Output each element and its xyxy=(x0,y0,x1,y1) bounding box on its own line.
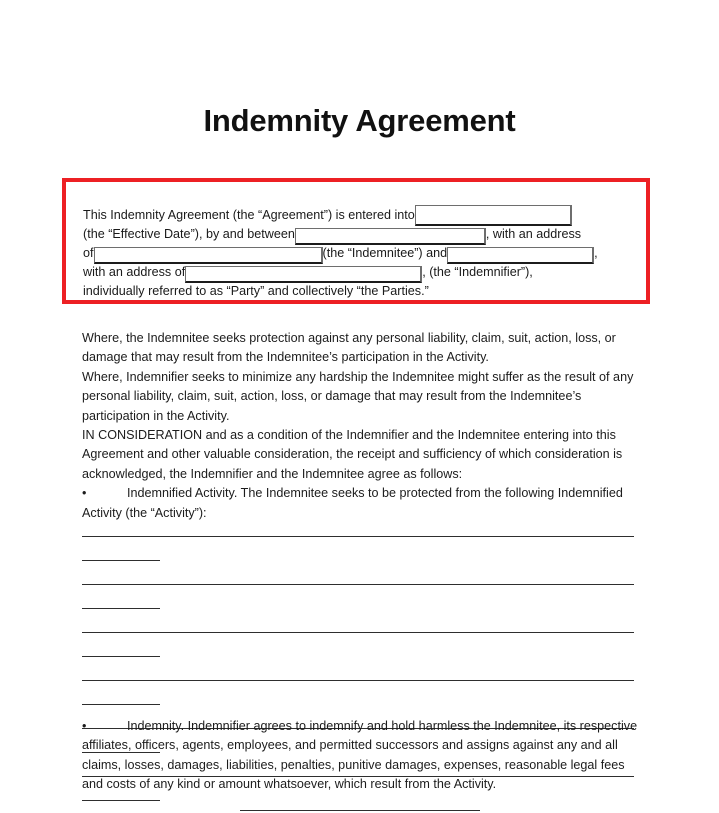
body-paragraph-1: Where, the Indemnitee seeks protection against any personal liability, claim, suit, action, loss, or damage that may result from the Indemnitee’s participation in the Activity. xyxy=(82,331,616,365)
party-two-address-field[interactable] xyxy=(185,266,422,283)
intro-line-1 xyxy=(83,206,643,225)
fill-in-blank-line-bottom xyxy=(240,810,480,811)
fill-in-blank-line-2 xyxy=(82,560,160,561)
intro-line-2 xyxy=(83,225,643,244)
intro-line-3-text-before: of xyxy=(83,246,94,260)
party-two-name-field[interactable] xyxy=(447,247,594,264)
body-paragraph-3: IN CONSIDERATION and as a condition of the Indemnifier and the Indemnitee entering into this Agreement and other valuable consideration, the receipt and sufficiency of which consideration is acknowledged, the Indemnifier and the Indemnitee agree as follows: xyxy=(82,428,623,481)
party-one-address-field[interactable] xyxy=(94,247,323,264)
fill-in-blank-line-3 xyxy=(82,584,634,585)
intro-line-5-text: individually referred to as “Party” and collectively “the Parties.” xyxy=(83,284,429,298)
intro-line-2-text-before: (the “Effective Date”), by and between xyxy=(83,227,295,241)
bullet-icon: • xyxy=(82,719,87,733)
effective-date-field[interactable] xyxy=(415,205,572,226)
intro-line-3 xyxy=(83,244,643,263)
fill-in-blank-line-7 xyxy=(82,680,634,681)
fill-in-blank-line-4 xyxy=(82,608,160,609)
intro-line-3-text-after: , xyxy=(594,246,598,260)
intro-line-4-text-after: , (the “Indemnifier”), xyxy=(422,265,533,279)
fill-in-blank-line-1 xyxy=(82,536,634,537)
bullet-icon: • xyxy=(82,486,87,501)
intro-line-2-text-after: , with an address xyxy=(485,227,582,241)
intro-paragraph-block xyxy=(83,206,643,301)
closing-bullet-item-2 xyxy=(82,717,638,795)
fill-in-blank-line-6 xyxy=(82,656,160,657)
party-one-name-field[interactable] xyxy=(295,228,486,245)
fill-in-blank-line-12 xyxy=(82,800,160,801)
intro-line-5 xyxy=(83,282,643,301)
intro-line-1-text: This Indemnity Agreement (the “Agreement”) is entered into xyxy=(83,208,415,222)
fill-in-blank-line-8 xyxy=(82,704,160,705)
page-title: Indemnity Agreement xyxy=(203,103,516,138)
closing-paragraph-block xyxy=(82,717,638,795)
intro-line-4-text-before: with an address of xyxy=(83,265,186,279)
closing-bullet-item-2-text: Indemnity. Indemnifier agrees to indemnify and hold harmless the Indemnitee, its respective affiliates, officers, agents, employees, and permitted successors and assigns against any and all claims, losses, damages, liabilities, penalties, punitive damages, expenses, reasonable legal fees and costs of any kind or amount whatsoever, which result from the Activity. xyxy=(82,719,638,792)
body-bullet-item-1 xyxy=(82,484,634,523)
body-paragraph-2: Where, Indemnifier seeks to minimize any hardship the Indemnitee might suffer as the result of any personal liability, claim, suit, action, loss, or damage that may result from the Indemnitee’s participation in the Activity. xyxy=(82,369,634,423)
body-paragraphs xyxy=(82,329,634,523)
intro-line-3-text-middle: (the “Indemnitee”) and xyxy=(322,246,448,260)
intro-line-4 xyxy=(83,263,643,282)
body-bullet-item-1-text: Indemnified Activity. The Indemnitee seeks to be protected from the following Indemnified Activity (the “Activity”): xyxy=(82,486,623,520)
fill-in-blank-line-5 xyxy=(82,632,634,633)
